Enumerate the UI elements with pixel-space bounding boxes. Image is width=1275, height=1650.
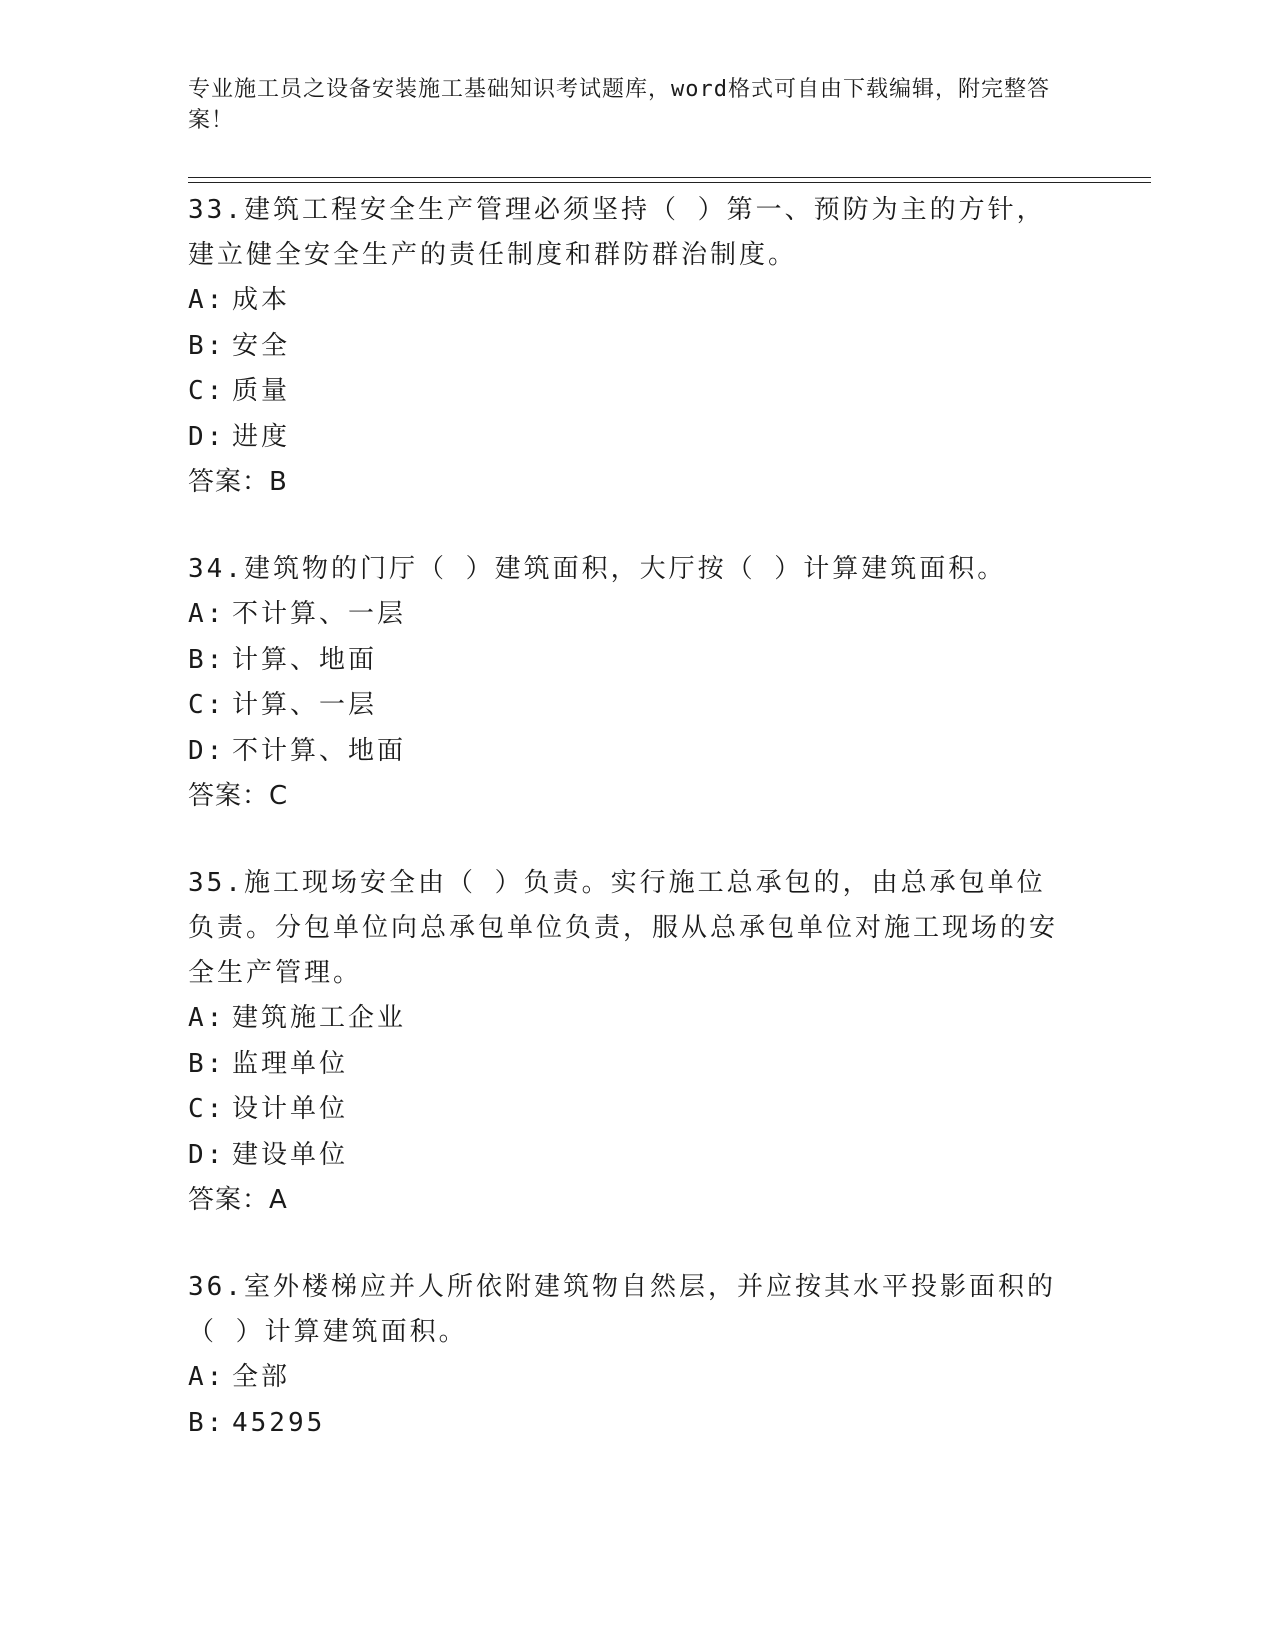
option-letter: C: xyxy=(188,1094,226,1124)
option-letter: C: xyxy=(188,690,226,720)
option-a xyxy=(188,1355,1068,1401)
option-a xyxy=(188,278,1068,324)
option-text: 进度 xyxy=(232,421,291,452)
option-text: 全部 xyxy=(232,1362,291,1392)
option-text: 建设单位 xyxy=(232,1139,349,1170)
option-a xyxy=(188,592,1068,638)
option-letter: D: xyxy=(188,735,226,766)
document-header: 专业施工员之设备安装施工基础知识考试题库，word格式可自由下载编辑，附完整答案！ xyxy=(188,77,1050,133)
option-d xyxy=(188,415,1068,461)
option-letter: D: xyxy=(188,421,226,452)
header-divider-bottom xyxy=(188,182,1151,183)
option-text: 建筑施工企业 xyxy=(232,1003,407,1033)
option-letter: B: xyxy=(188,1048,226,1079)
option-a xyxy=(188,996,1068,1042)
option-letter: A: xyxy=(188,599,226,629)
question-list xyxy=(188,188,1068,1446)
option-letter: D: xyxy=(188,1139,226,1170)
option-b xyxy=(188,638,1068,684)
option-b xyxy=(188,1042,1068,1088)
option-text: 不计算、一层 xyxy=(232,599,407,629)
option-text: 45295 xyxy=(232,1407,326,1438)
option-text: 不计算、地面 xyxy=(232,735,407,766)
option-letter: C: xyxy=(188,376,226,406)
question-36 xyxy=(188,1265,1068,1446)
answer-line: 答案：C xyxy=(188,781,289,811)
option-d xyxy=(188,1133,1068,1179)
option-letter: B: xyxy=(188,644,226,675)
option-letter: B: xyxy=(188,1407,226,1438)
option-c xyxy=(188,1087,1068,1133)
question-text: 33.建筑工程安全生产管理必须坚持（ ）第一、预防为主的方针，建立健全安全生产的责任制度和群防群治制度。 xyxy=(188,195,1046,270)
option-text: 监理单位 xyxy=(232,1048,349,1079)
spacer xyxy=(188,504,1068,547)
option-text: 质量 xyxy=(232,376,291,406)
spacer xyxy=(188,1222,1068,1265)
answer-line: 答案：B xyxy=(188,467,288,497)
option-letter: A: xyxy=(188,1362,226,1392)
option-b xyxy=(188,1401,1068,1447)
option-letter: A: xyxy=(188,1003,226,1033)
question-34 xyxy=(188,547,1068,818)
option-letter: A: xyxy=(188,285,226,315)
option-text: 安全 xyxy=(232,330,291,361)
option-text: 成本 xyxy=(232,285,291,315)
option-c xyxy=(188,683,1068,729)
header-divider-top xyxy=(188,177,1151,178)
option-letter: B: xyxy=(188,330,226,361)
spacer xyxy=(188,818,1068,861)
answer-line: 答案：A xyxy=(188,1185,288,1215)
question-text: 34.建筑物的门厅（ ）建筑面积，大厅按（ ）计算建筑面积。 xyxy=(188,554,1007,584)
option-b xyxy=(188,324,1068,370)
question-33 xyxy=(188,188,1068,504)
question-35 xyxy=(188,861,1068,1222)
question-text: 36.室外楼梯应并人所依附建筑物自然层，并应按其水平投影面积的（ ）计算建筑面积。 xyxy=(188,1272,1056,1347)
option-text: 计算、一层 xyxy=(232,690,378,720)
option-text: 计算、地面 xyxy=(232,644,378,675)
option-c xyxy=(188,369,1068,415)
question-text: 35.施工现场安全由（ ）负责。实行施工总承包的，由总承包单位负责。分包单位向总承包单位负责，服从总承包单位对施工现场的安全生产管理。 xyxy=(188,868,1059,988)
option-text: 设计单位 xyxy=(232,1094,349,1124)
option-d xyxy=(188,729,1068,775)
